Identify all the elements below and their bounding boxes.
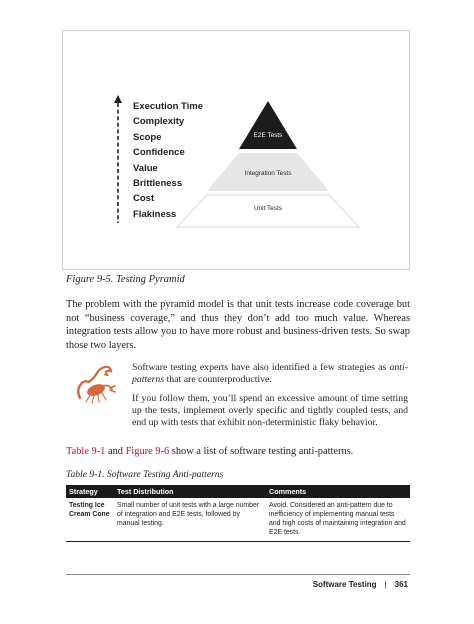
- body-paragraph: The problem with the pyramid model is that unit tests increase code coverage but not “business coverage,” and thus they don’t add too much value. Whereas integration tests allow you to have more robust and business-driven tests. So swap those two layers.: [66, 299, 410, 351]
- note-text: that are counterproductive.: [164, 374, 272, 386]
- pyramid-unit-label: Unit Tests: [254, 205, 282, 212]
- table-header: Comments: [266, 485, 410, 498]
- factor-item: Confidence: [133, 147, 185, 159]
- reference-text: show a list of software testing anti-patterns.: [169, 446, 354, 457]
- pyramid-e2e-label: E2E Tests: [253, 132, 283, 139]
- factor-item: Cost: [133, 193, 155, 205]
- anti-pattern-table: [66, 485, 410, 542]
- pyramid-e2e-layer: [239, 101, 297, 149]
- figure-ref-link[interactable]: Figure 9-6: [125, 446, 170, 457]
- note-emphasis: anti-patterns: [132, 362, 408, 386]
- table-ref-link[interactable]: Table 9-1: [66, 446, 106, 457]
- page-number: 361: [394, 580, 408, 589]
- testing-pyramid: [177, 101, 359, 227]
- factor-item: Scope: [133, 131, 162, 143]
- up-arrow-icon: [114, 95, 122, 223]
- table-cell-comments: Avoid. Considered an anti-pattern due to inefficiency of implementing manual tests and high costs of maintaining integration and E2E tests.: [266, 498, 410, 542]
- table-row: [66, 498, 410, 542]
- footer-divider: [66, 574, 410, 575]
- factor-item: Flakiness: [133, 208, 177, 220]
- scorpion-icon: [74, 362, 118, 406]
- table-header: Strategy: [66, 485, 114, 498]
- table-caption: Table 9-1. Software Testing Anti-patterns: [66, 469, 224, 480]
- factor-item: Complexity: [133, 116, 185, 128]
- note-paragraph: If you follow them, you’ll spend an excessive amount of time setting up the tests, implement overly specific and tightly coupled tests, and end up with tests that exhibit non-deterministic flaky behavior.: [132, 392, 408, 429]
- table-header-row: [66, 485, 410, 498]
- figure-svg: [63, 31, 409, 269]
- page-footer: [313, 580, 408, 589]
- factor-item: Execution Time: [133, 101, 204, 112]
- note-box: [132, 362, 408, 435]
- table-cell-distribution: Small number of unit tests with a large number of integration and E2E tests, followed by manual testing.: [114, 498, 266, 542]
- factor-list: [133, 99, 203, 222]
- footer-separator: |: [384, 580, 387, 589]
- footer-section: Software Testing: [312, 580, 377, 589]
- figure-box: [62, 30, 410, 270]
- factor-item: Value: [133, 162, 158, 174]
- reference-line: [66, 446, 353, 457]
- table-header: Test Distribution: [114, 485, 266, 498]
- reference-text: and: [105, 446, 126, 457]
- factor-item: Brittleness: [133, 177, 183, 189]
- figure-caption: Figure 9-5. Testing Pyramid: [66, 274, 185, 285]
- note-paragraph: [132, 362, 408, 387]
- pyramid-integration-label: Integration Tests: [244, 170, 292, 177]
- note-text: Software testing experts have also identified a few strategies as: [132, 362, 390, 373]
- table-cell-strategy: Testing Ice Cream Cone: [66, 498, 114, 542]
